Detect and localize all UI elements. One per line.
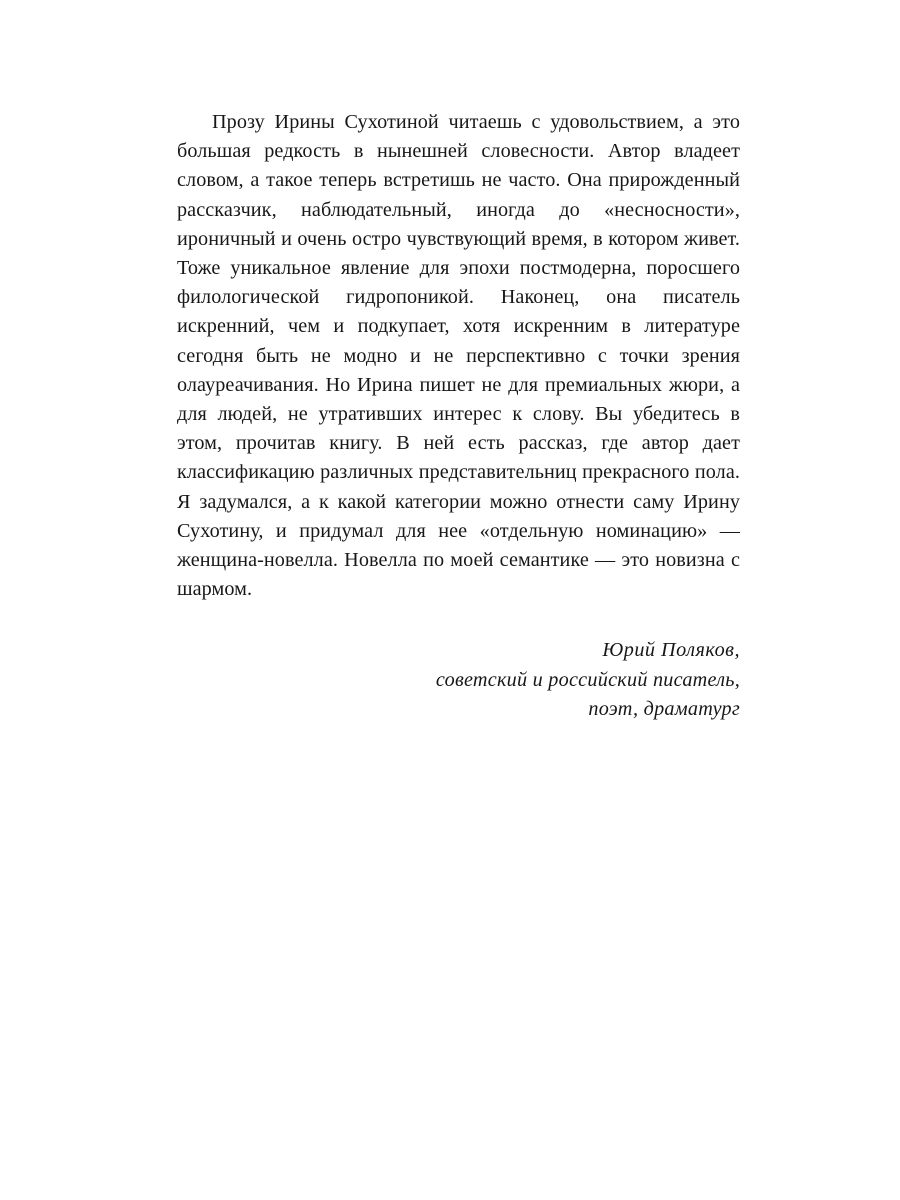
foreword-text-block bbox=[177, 108, 740, 604]
attribution-role-line-2: поэт, драматург bbox=[588, 698, 740, 721]
attribution-block bbox=[177, 636, 740, 725]
attribution-author-name: Юрий Поляков, bbox=[602, 639, 740, 661]
foreword-paragraph: Прозу Ирины Сухотиной читаешь с удовольствием, а это большая редкость в нынешней словесности. Автор владеет словом, а такое теперь встретишь не часто. Она прирожденный рассказчик, наблюдательный, иногда до «несносности», ироничный и очень остро чувствующий время, в котором живет. Тоже уникальное явление для эпохи постмодерна, поросшего филологической гидропоникой. Наконец, она писатель искренний, чем и подкупает, хотя искренним в литературе сегодня быть не модно и не перспективно с точки зрения олауреачивания. Но Ирина пишет не для премиальных жюри, а для людей, не утративших интерес к слову. Вы убедитесь в этом, прочитав книгу. В ней есть рассказ, где автор дает классификацию различных представительниц прекрасного пола. Я задумался, а к какой категории можно отнести саму Ирину Сухотину, и придумал для нее «отдельную номинацию» — женщина-новелла. Новелла по моей семантике — это новизна с шармом. bbox=[177, 111, 740, 601]
attribution-role-line-1: советский и российский писатель, bbox=[435, 668, 740, 691]
